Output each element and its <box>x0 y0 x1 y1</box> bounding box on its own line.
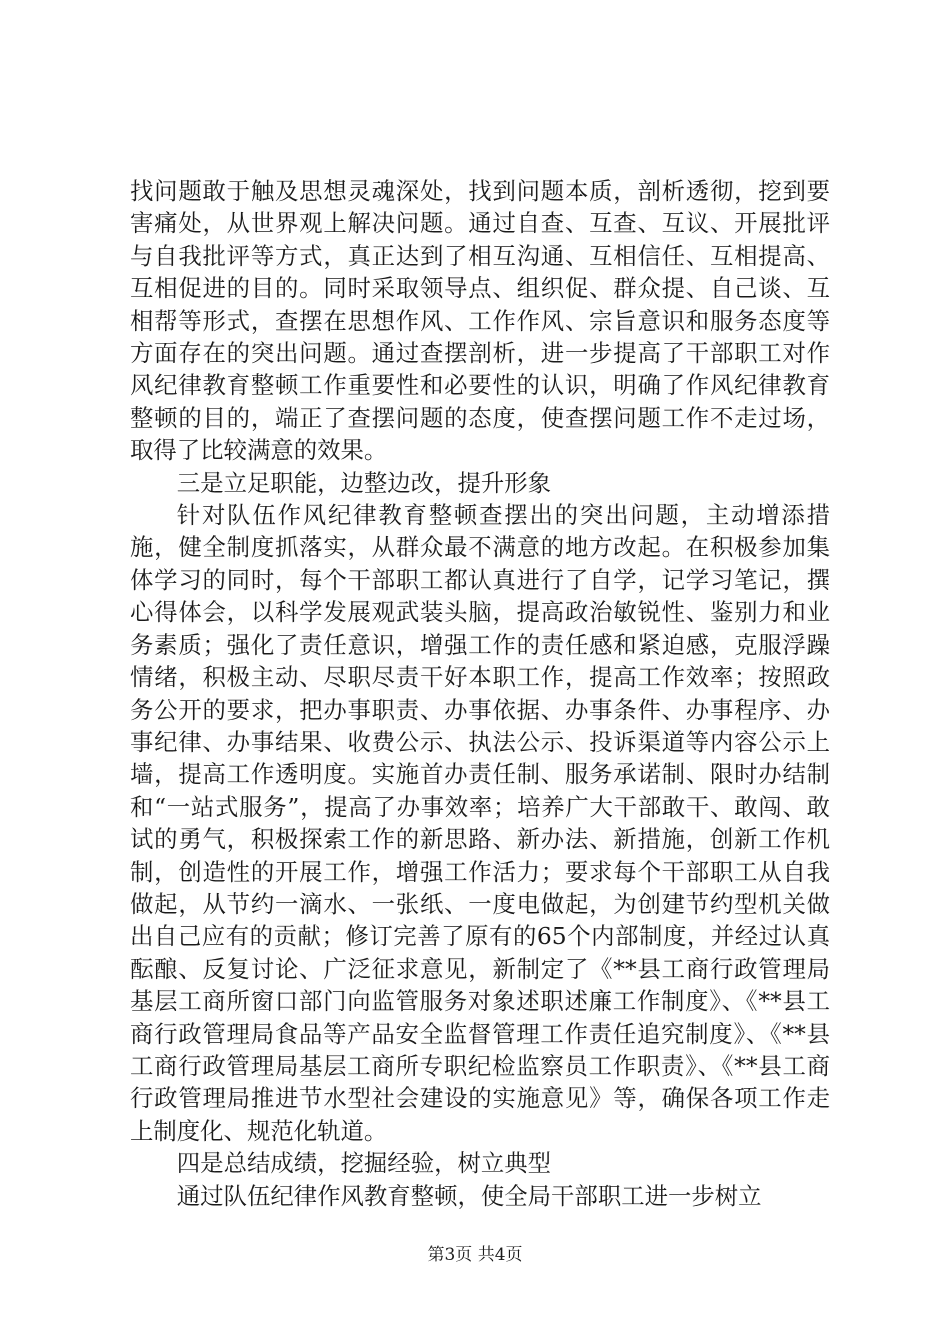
document-body <box>130 175 830 1212</box>
paragraph-section-3: 针对队伍作风纪律教育整顿查摆出的突出问题，主动增添措施，健全制度抓落实，从群众最不满意的地方改起。在积极参加集体学习的同时，每个干部职工都认真进行了自学，记学习笔记，撰心得体会，以科学发展观武装头脑，提高政治敏锐性、鉴别力和业务素质；强化了责任意识，增强工作的责任感和紧迫感，克服浮躁情绪，积极主动、尽职尽责干好本职工作，提高工作效率；按照政务公开的要求，把办事职责、办事依据、办事条件、办事程序、办事纪律、办事结果、收费公示、执法公示、投诉渠道等内容公示上墙，提高工作透明度。实施首办责任制、服务承诺制、限时办结制和“一站式服务”，提高了办事效率；培养广大干部敢干、敢闯、敢试的勇气，积极探索工作的新思路、新办法、新措施，创新工作机制，创造性的开展工作，增强工作活力；要求每个干部职工从自我做起，从节约一滴水、一张纸、一度电做起，为创建节约型机关做出自己应有的贡献；修订完善了原有的65个内部制度，并经过认真酝酿、反复讨论、广泛征求意见，新制定了《**县工商行政管理局基层工商所窗口部门向监管服务对象述职述廉工作制度》、《**县工商行政管理局食品等产品安全监督管理工作责任追究制度》、《**县工商行政管理局基层工商所专职纪检监察员工作职责》、《**县工商行政管理局推进节水型社会建设的实施意见》等，确保各项工作走上制度化、规范化轨道。 <box>130 501 830 1145</box>
paragraph-section-4: 通过队伍纪律作风教育整顿，使全局干部职工进一步树立 <box>176 1181 762 1210</box>
section-heading-3: 三是立足职能，边整边改，提升形象 <box>176 468 552 497</box>
paragraph-continuation: 找问题敢于触及思想灵魂深处，找到问题本质，剖析透彻，挖到要害痛处，从世界观上解决问题。通过自查、互查、互议、开展批评与自我批评等方式，真正达到了相互沟通、互相信任、互相提高、互相促进的目的。同时采取领导点、组织促、群众提、自己谈、互相帮等形式，查摆在思想作风、工作作风、宗旨意识和服务态度等方面存在的突出问题。通过查摆剖析，进一步提高了干部职工对作风纪律教育整顿工作重要性和必要性的认识，明确了作风纪律教育整顿的目的，端正了查摆问题的态度，使查摆问题工作不走过场，取得了比较满意的效果。 <box>130 177 830 465</box>
section-heading-4: 四是总结成绩，挖掘经验，树立典型 <box>176 1149 552 1178</box>
page-footer: 第3页 共4页 <box>427 1245 523 1265</box>
